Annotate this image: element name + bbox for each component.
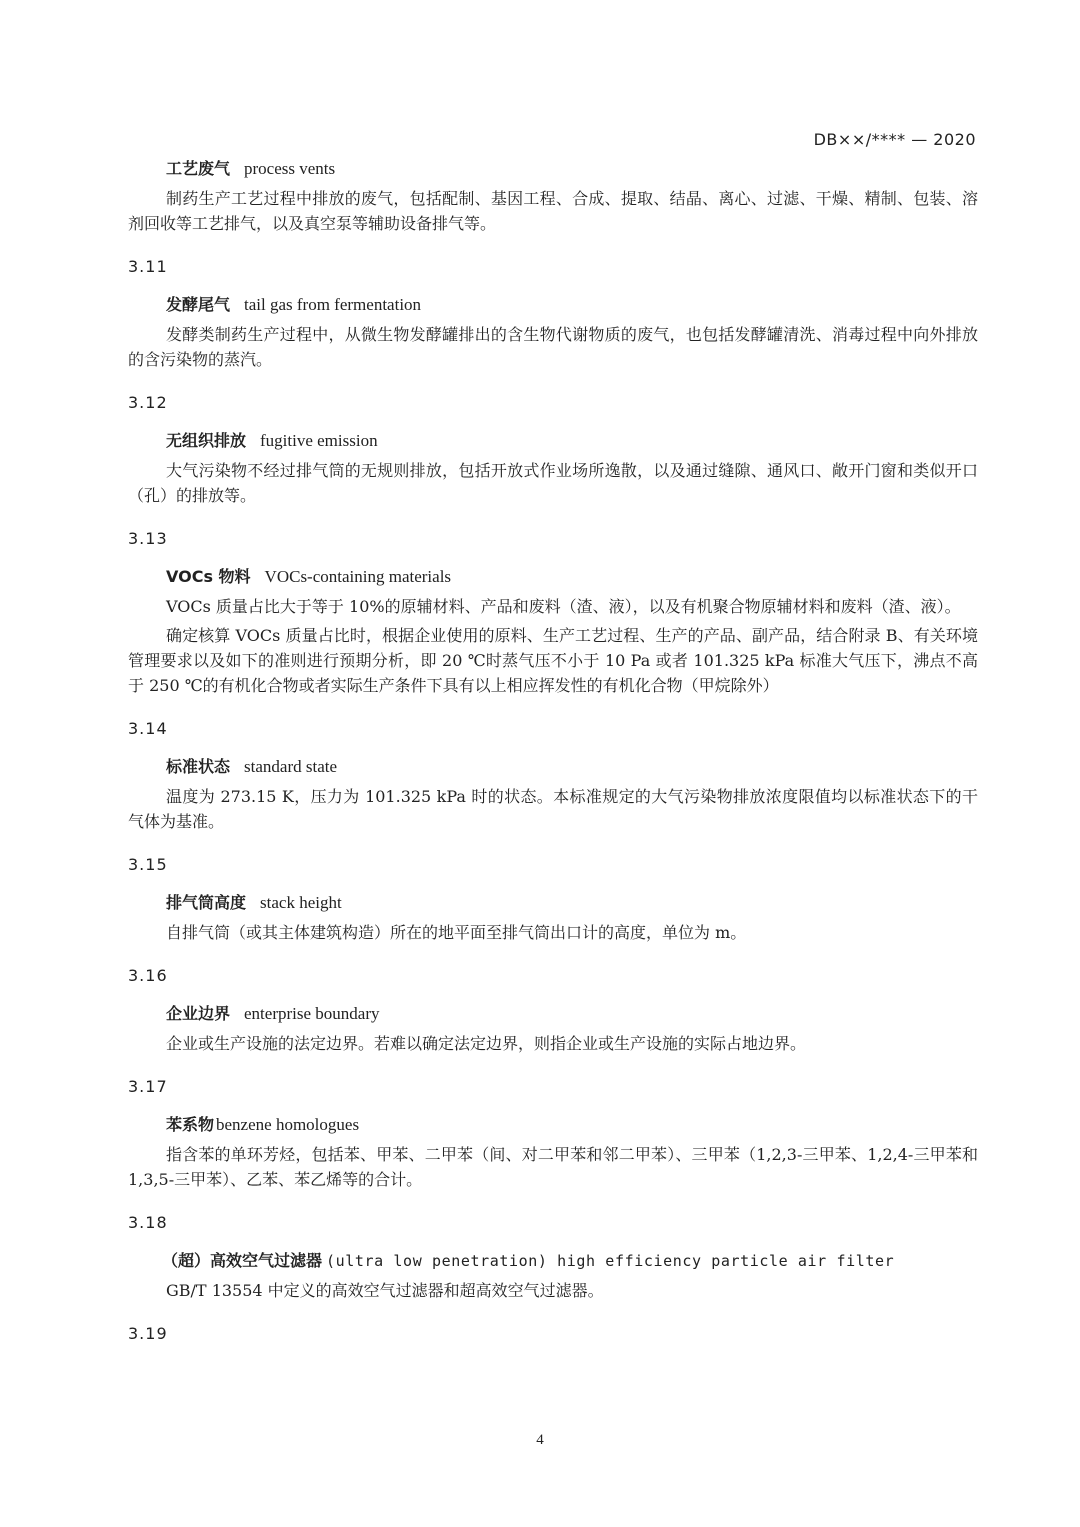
- term-chinese: 排气筒高度: [166, 893, 247, 912]
- term-english: tail gas from fermentation: [244, 295, 422, 314]
- clause-number: 3.17: [128, 1077, 168, 1096]
- term-chinese: 工艺废气: [166, 159, 231, 178]
- term-entry: [128, 256, 978, 372]
- term-entry: [128, 1323, 978, 1345]
- term-heading: [128, 754, 978, 780]
- term-english: stack height: [260, 893, 342, 912]
- term-chinese: 企业边界: [166, 1004, 231, 1023]
- term-heading: [128, 156, 978, 182]
- term-definition-note: 确定核算 VOCs 质量占比时，根据企业使用的原料、生产工艺过程、生产的产品、副产品，结合附录 B、有关环境管理要求以及如下的准则进行预期分析，即 20 ℃时蒸气压不小于 10 Pa 或者 101.325 kPa 标准大气压下，沸点不高于 250 ℃的有机化合物或者实际生产条件下具有以上相应挥发性的有机化合物（甲烷除外）: [128, 626, 978, 695]
- term-entry: [128, 1212, 978, 1303]
- clause-number: 3.18: [128, 1213, 168, 1232]
- clause-number: 3.14: [128, 719, 168, 738]
- clause-number: 3.19: [128, 1324, 168, 1343]
- term-entry: [128, 156, 978, 236]
- term-chinese: 苯系物: [166, 1115, 215, 1134]
- term-definition: 制药生产工艺过程中排放的废气，包括配制、基因工程、合成、提取、结晶、离心、过滤、干燥、精制、包装、溶剂回收等工艺排气，以及真空泵等辅助设备排气等。: [128, 189, 978, 233]
- clause-number: 3.15: [128, 855, 168, 874]
- term-definition: 指含苯的单环芳烃，包括苯、甲苯、二甲苯（间、对二甲苯和邻二甲苯）、三甲苯（1,2,3-三甲苯、1,2,4-三甲苯和 1,3,5-三甲苯）、乙苯、苯乙烯等的合计。: [128, 1145, 978, 1189]
- term-entry: [128, 965, 978, 1056]
- term-chinese: 发酵尾气: [166, 295, 231, 314]
- term-chinese: VOCs 物料: [166, 567, 251, 586]
- term-entry: [128, 392, 978, 508]
- term-english: benzene homologues: [216, 1115, 360, 1134]
- term-heading: [128, 1001, 978, 1027]
- term-definition: VOCs 质量占比大于等于 10%的原辅材料、产品和废料（渣、液），以及有机聚合物原辅材料和废料（渣、液）。: [166, 597, 961, 616]
- term-chinese: 无组织排放: [166, 431, 247, 450]
- term-heading: [128, 292, 978, 318]
- clause-number: 3.16: [128, 966, 168, 985]
- clause-number: 3.13: [128, 529, 168, 548]
- term-english: fugitive emission: [260, 431, 378, 450]
- term-heading: [128, 1112, 978, 1138]
- term-english: process vents: [244, 159, 336, 178]
- term-definition: 温度为 273.15 K，压力为 101.325 kPa 时的状态。本标准规定的大气污染物排放浓度限值均以标准状态下的干气体为基准。: [128, 787, 978, 831]
- term-definition: 大气污染物不经过排气筒的无规则排放，包括开放式作业场所逸散，以及通过缝隙、通风口、敞开门窗和类似开口（孔）的排放等。: [128, 461, 978, 505]
- term-chinese: 标准状态: [166, 757, 231, 776]
- term-entry: [128, 528, 978, 698]
- term-english: (ultra low penetration) high efficiency particle air filter: [326, 1252, 895, 1270]
- terms-section: [128, 156, 978, 1359]
- term-english: enterprise boundary: [244, 1004, 380, 1023]
- document-code: DB××/**** — 2020: [813, 130, 976, 149]
- term-entry: [128, 1076, 978, 1192]
- term-heading: [128, 890, 978, 916]
- term-entry: [128, 718, 978, 834]
- clause-number: 3.11: [128, 257, 168, 276]
- term-heading: [128, 564, 978, 590]
- term-english: standard state: [244, 757, 338, 776]
- term-definition: GB/T 13554 中定义的高效空气过滤器和超高效空气过滤器。: [166, 1281, 604, 1300]
- term-definition: 自排气筒（或其主体建筑构造）所在的地平面至排气筒出口计的高度，单位为 m。: [166, 923, 747, 942]
- page-number: 4: [536, 1432, 544, 1448]
- term-heading: [128, 1248, 978, 1274]
- term-english: VOCs-containing materials: [264, 567, 452, 586]
- clause-number: 3.12: [128, 393, 168, 412]
- term-definition: 企业或生产设施的法定边界。若难以确定法定边界，则指企业或生产设施的实际占地边界。: [166, 1034, 807, 1053]
- term-definition: 发酵类制药生产过程中，从微生物发酵罐排出的含生物代谢物质的废气，也包括发酵罐清洗、消毒过程中向外排放的含污染物的蒸汽。: [128, 325, 978, 369]
- term-heading: [128, 428, 978, 454]
- term-chinese: （超）高效空气过滤器: [162, 1251, 323, 1270]
- term-entry: [128, 854, 978, 945]
